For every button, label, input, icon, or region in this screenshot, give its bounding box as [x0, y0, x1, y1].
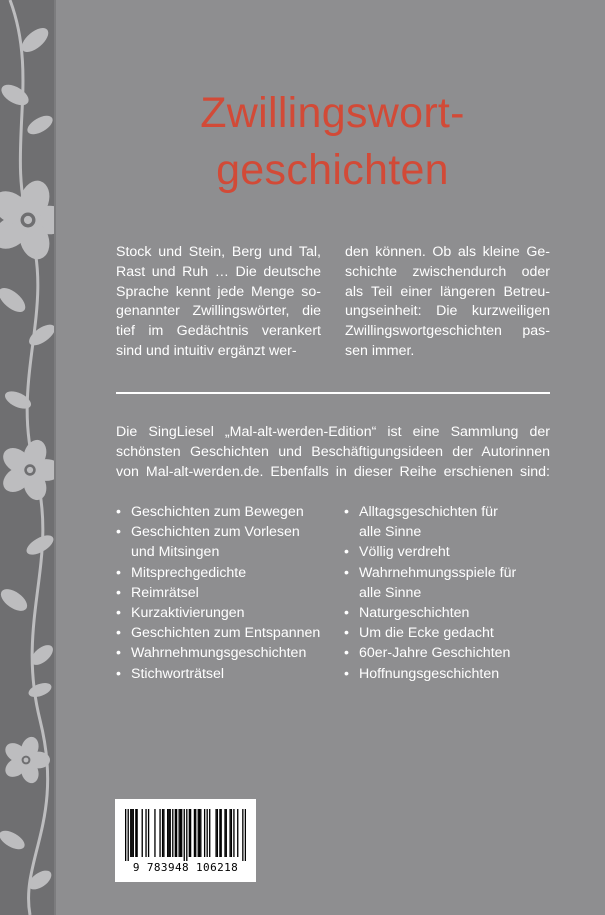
- title-line-2: geschichten: [216, 145, 449, 194]
- barcode-bar: [181, 809, 182, 857]
- barcode-bar: [142, 809, 143, 857]
- series-item-text: • Naturgeschichten: [359, 605, 470, 622]
- series-list-item: [116, 643, 344, 663]
- barcode-bar: [224, 809, 225, 857]
- barcode-bar: [145, 809, 146, 857]
- description-line: von Mal-alt-werden.de. Ebenfalls in dieser Reihe erschienen sind:: [116, 463, 550, 480]
- barcode-bar: [200, 809, 201, 857]
- barcode-bar: [221, 809, 222, 857]
- leaf-shape: [24, 112, 54, 138]
- barcode-bar: [209, 809, 210, 857]
- barcode-bars: [125, 809, 246, 861]
- series-list-item: [344, 542, 550, 562]
- barcode-bar: [159, 809, 160, 857]
- barcode-bar: [167, 809, 168, 857]
- intro-column-right: [345, 243, 550, 362]
- intro-line: sen immer.: [345, 342, 415, 359]
- leaf-shape: [27, 680, 54, 699]
- barcode-bar: [148, 809, 149, 857]
- series-list-item: [116, 522, 344, 562]
- series-item-text: • Kurzaktivierungen: [131, 605, 245, 622]
- barcode-bar: [180, 809, 181, 857]
- barcode-bar: [204, 809, 205, 857]
- series-list-item: [116, 563, 344, 583]
- barcode-bar: [168, 809, 169, 857]
- series-list-left: [116, 502, 344, 684]
- barcode-bar: [184, 809, 185, 861]
- barcode-bar: [198, 809, 199, 857]
- series-description: [116, 423, 550, 482]
- series-item-text: • Stichworträtsel: [131, 665, 225, 682]
- barcode-bar: [178, 809, 179, 857]
- barcode-bar: [172, 809, 173, 857]
- barcode-bar: [136, 809, 137, 857]
- series-item-text: • Hoffnungsgeschichten: [359, 665, 500, 682]
- series-item-text: und Mitsingen: [131, 544, 220, 561]
- series-list-item: [116, 502, 344, 522]
- intro-line: sind und intuitiv ergänzt wer-: [116, 342, 297, 359]
- barcode-bar: [125, 809, 126, 861]
- barcode-bar: [128, 809, 129, 861]
- barcode-bar: [186, 809, 187, 861]
- barcode-bar: [154, 809, 155, 857]
- barcode-bar: [163, 809, 164, 857]
- barcode-bar: [229, 809, 230, 857]
- intro-column-left: [116, 243, 321, 362]
- series-list-item: [344, 623, 550, 643]
- series-item-text: • Um die Ecke gedacht: [359, 625, 494, 642]
- leaf-shape: [24, 531, 54, 558]
- intro-text: [116, 243, 550, 362]
- leaf-shape: [0, 585, 31, 615]
- description-line: Die SingLiesel „Mal-alt-werden-Edition“ ist eine Sammlung der: [116, 424, 550, 440]
- leaf-shape: [0, 81, 32, 110]
- series-item-text: • Geschichten zum Entspannen: [131, 625, 321, 642]
- barcode-bar: [133, 809, 134, 857]
- series-item-text: • Geschichten zum Vorlesen: [131, 524, 300, 541]
- barcode-bar: [226, 809, 227, 857]
- series-list-item: [116, 603, 344, 623]
- series-list-item: [344, 664, 550, 684]
- barcode-bar: [176, 809, 177, 857]
- barcode-bar: [215, 809, 216, 857]
- book-title: [60, 85, 605, 199]
- barcode-bar: [217, 809, 218, 857]
- horizontal-divider: [116, 392, 550, 394]
- barcode-bar: [242, 809, 243, 861]
- series-list-item: [344, 603, 550, 623]
- intro-line: tief im Gedächtnis verankert: [116, 323, 321, 340]
- flower-dot: [24, 758, 29, 763]
- flower-dot: [27, 467, 33, 473]
- barcode-bar: [237, 809, 238, 857]
- series-item-text: • Alltagsgeschichten für: [359, 504, 498, 520]
- series-list-item: [344, 643, 550, 663]
- barcode-bar: [245, 809, 246, 861]
- barcode-bar: [207, 809, 208, 857]
- series-list-item: [116, 623, 344, 643]
- barcode-bar: [194, 809, 195, 857]
- intro-line: Rast und Ruh … Die deutsche: [116, 263, 321, 280]
- barcode-bar: [170, 809, 171, 857]
- series-item-text: • Völlig verdreht: [359, 544, 450, 561]
- series-item-text: • Wahrnehmungsspiele für: [359, 564, 517, 581]
- series-item-text: • Mitsprechgedichte: [131, 564, 247, 581]
- leaf-shape: [26, 321, 54, 350]
- barcode-bar: [162, 809, 163, 857]
- barcode-bar: [135, 809, 136, 857]
- barcode-bar: [219, 809, 220, 857]
- series-item-text: • Reimrätsel: [131, 584, 199, 601]
- barcode-bar: [195, 809, 196, 857]
- series-item-text: alle Sinne: [359, 524, 422, 541]
- leaf-shape: [0, 827, 28, 853]
- barcode-bar: [199, 809, 200, 857]
- description-line: schönsten Geschichten und Beschäftigungsideen der Autorinnen: [116, 443, 550, 460]
- intro-line: Stock und Stein, Berg und Tal,: [116, 244, 321, 260]
- series-item-text: • Geschichten zum Bewegen: [131, 504, 304, 520]
- series-item-text: alle Sinne: [359, 584, 422, 601]
- barcode-bar: [189, 809, 190, 857]
- series-list-item: [116, 664, 344, 684]
- intro-line: als Teil einer längeren Betreu-: [345, 283, 550, 300]
- barcode-bar: [175, 809, 176, 857]
- intro-line: schichte zwischendurch oder: [345, 263, 550, 280]
- intro-line: Sprache kennt jede Menge so-: [116, 283, 321, 300]
- intro-line: den können. Ob als kleine Ge-: [345, 244, 550, 260]
- barcode-bar: [131, 809, 132, 857]
- floral-side-band: [0, 0, 54, 915]
- barcode-bar: [233, 809, 234, 857]
- intro-line: ungseinheit: Die kurzweiligen: [345, 303, 550, 320]
- intro-line: genannter Zwillingswörter, die: [116, 303, 321, 320]
- series-list-right: [344, 502, 550, 684]
- series-item-text: • 60er-Jahre Geschichten: [359, 645, 511, 662]
- series-list-item: [116, 583, 344, 603]
- barcode: [115, 799, 256, 882]
- series-list-item: [344, 502, 550, 542]
- barcode-bar: [130, 809, 131, 857]
- series-titles: [116, 502, 550, 684]
- barcode-bar: [231, 809, 232, 857]
- title-line-1: Zwillingswort-: [200, 88, 465, 137]
- barcode-bar: [190, 809, 191, 857]
- leaf-shape: [0, 284, 29, 317]
- flower-dot: [24, 216, 32, 224]
- band-edge-divider: [54, 0, 56, 915]
- series-list-item: [344, 563, 550, 603]
- intro-line: Zwillingswortgeschichten pas-: [345, 323, 550, 340]
- series-item-text: • Wahrnehmungsgeschichten: [131, 645, 307, 662]
- isbn-number: 9 783948 106218: [132, 861, 239, 874]
- floral-pattern-icon: [0, 0, 54, 915]
